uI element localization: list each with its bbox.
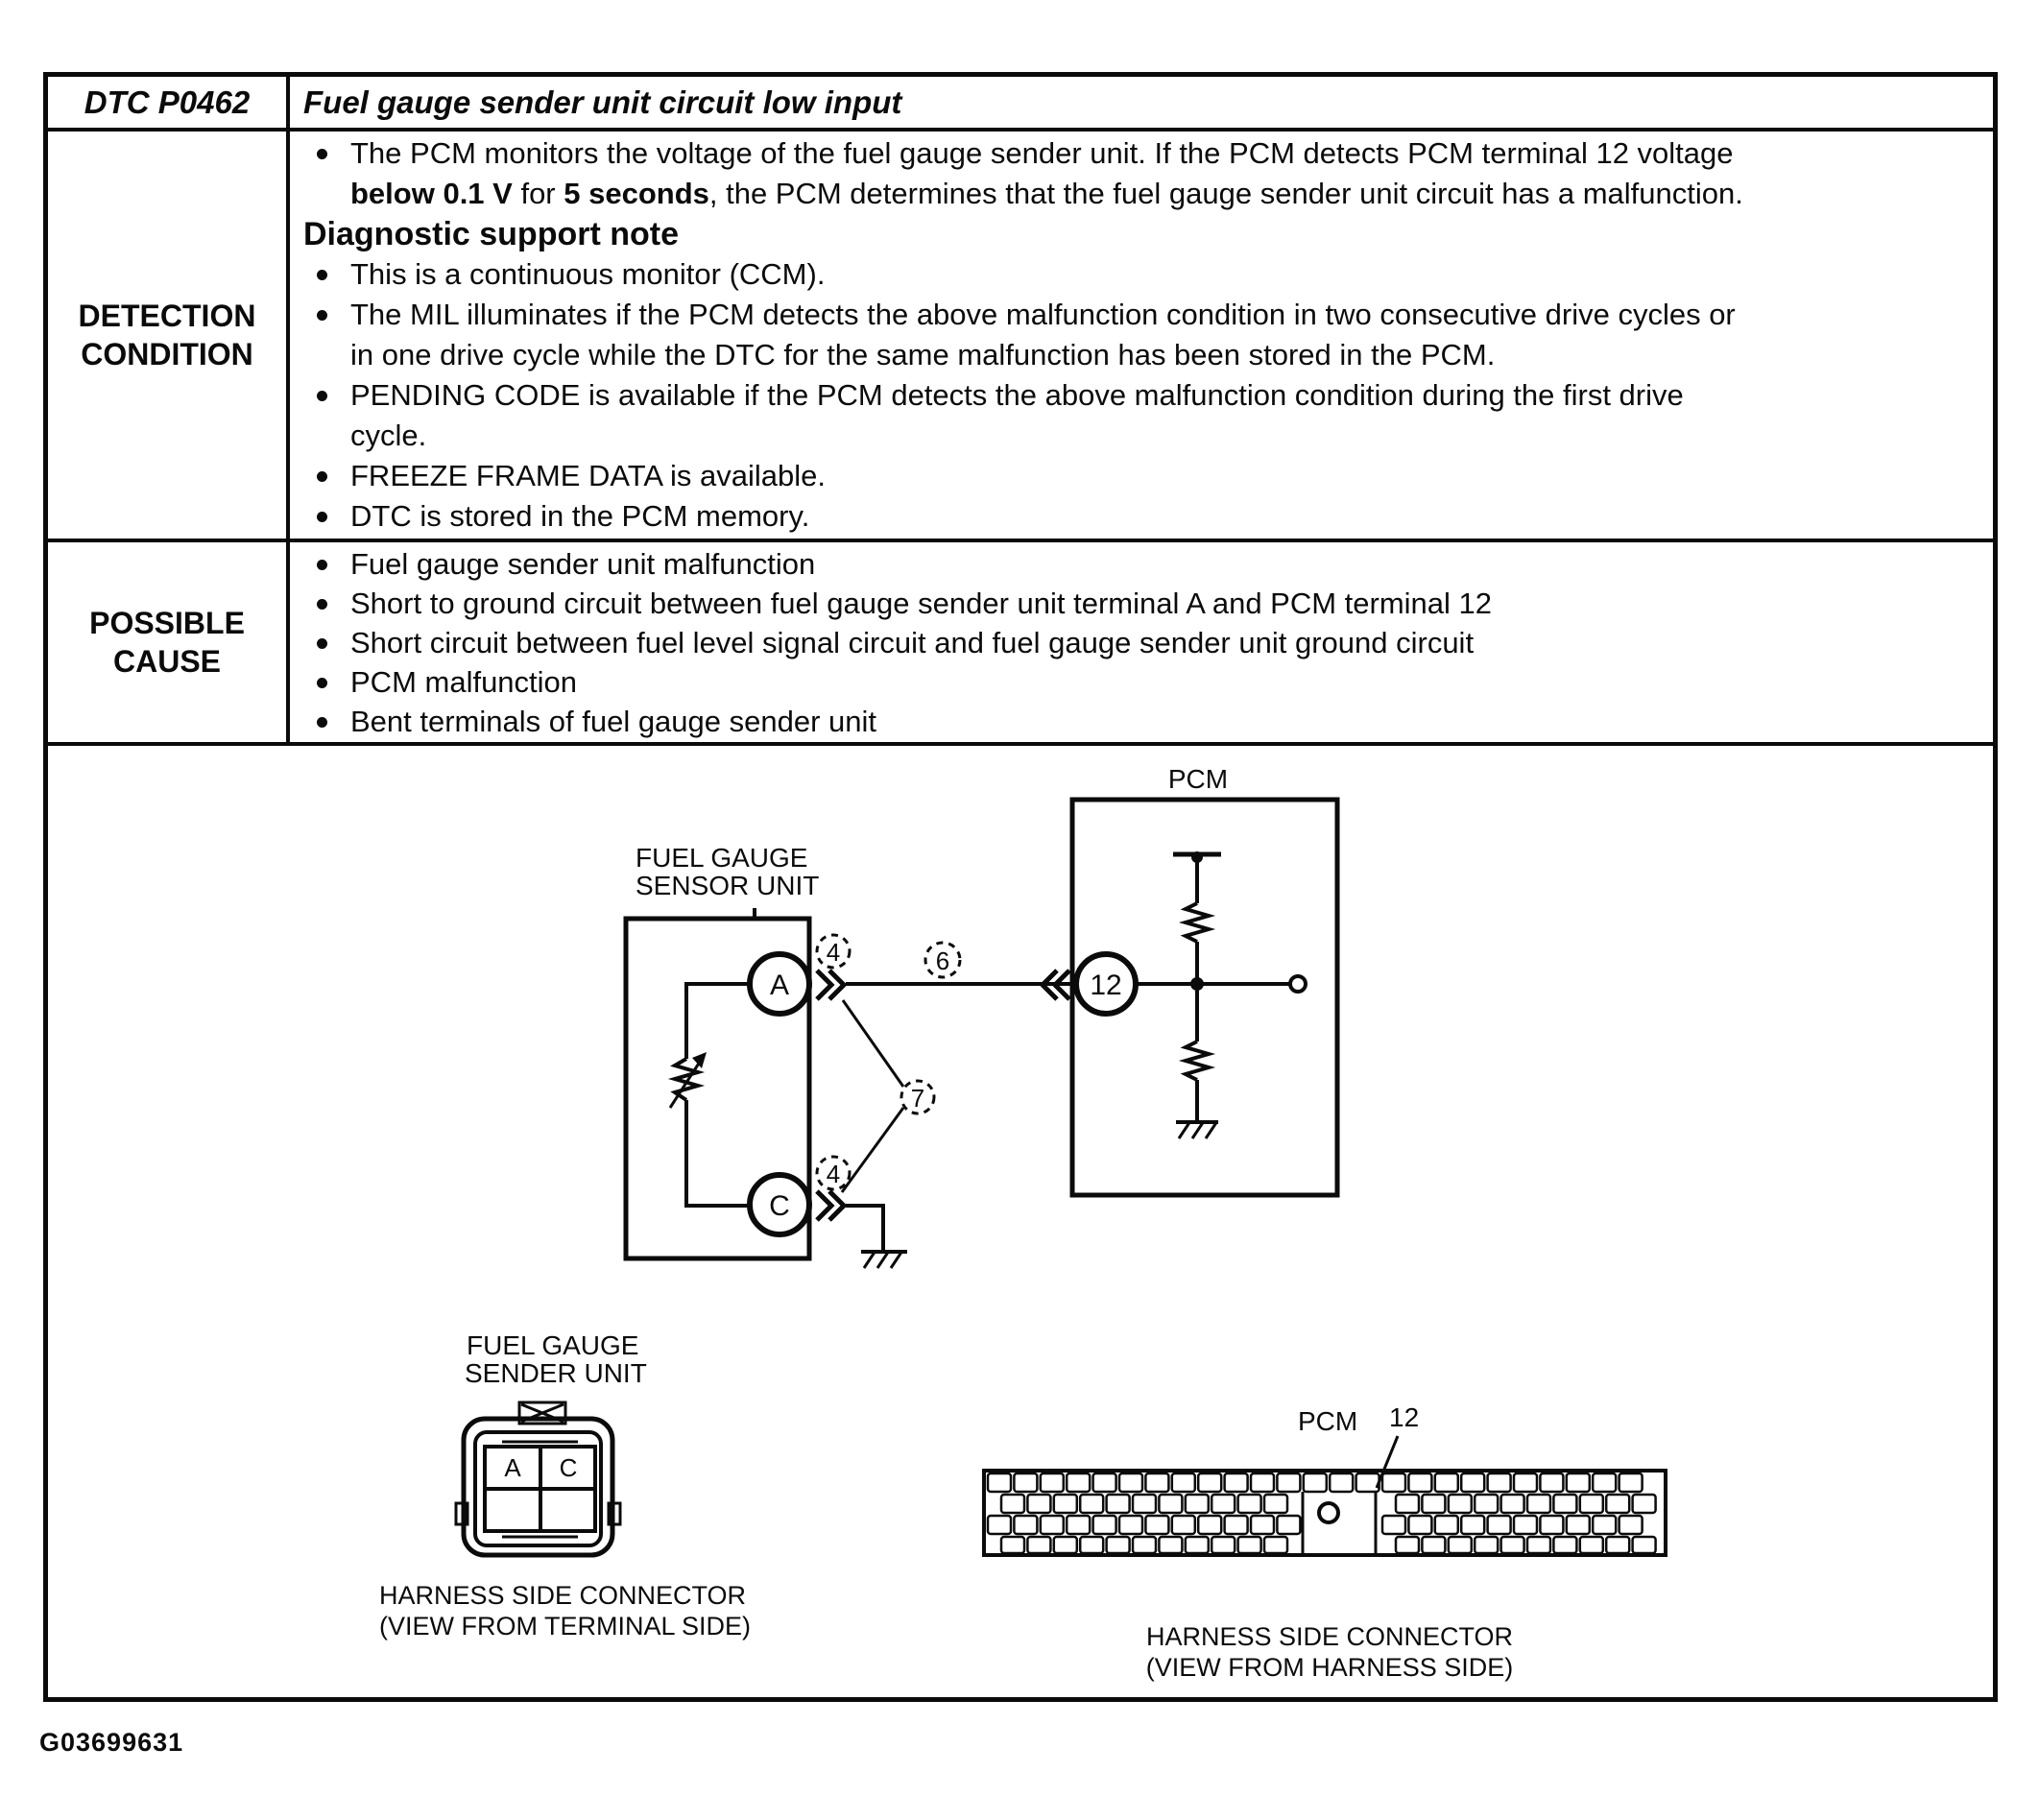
bullet-icon bbox=[317, 391, 327, 401]
figure-id: G03699631 bbox=[39, 1728, 184, 1757]
fuel-gauge-sensor-label-line2: SENSOR UNIT bbox=[636, 871, 820, 900]
dtc-header-row bbox=[48, 77, 1993, 132]
detection-condition-label: DETECTION CONDITION bbox=[48, 132, 290, 539]
wiring-diagram bbox=[48, 746, 1993, 1697]
bullet-icon bbox=[317, 717, 327, 728]
sensor-wire-a bbox=[686, 984, 750, 1059]
bullet-icon bbox=[317, 599, 327, 610]
detection-bullet-1-bold2: 5 seconds bbox=[564, 177, 709, 210]
connector-chevron-icon bbox=[817, 970, 831, 999]
list-item bbox=[303, 295, 1985, 375]
variable-resistor-arrowhead bbox=[692, 1052, 707, 1068]
possible-cause-label: POSSIBLE CAUSE bbox=[48, 542, 290, 742]
resistor-icon bbox=[1186, 903, 1209, 942]
harness-left-caption-line2: (VIEW FROM TERMINAL SIDE) bbox=[379, 1612, 752, 1640]
bullet-icon bbox=[317, 310, 327, 321]
resistor-icon bbox=[1186, 1042, 1209, 1080]
possible-cause-content bbox=[290, 542, 1993, 742]
bullet-icon bbox=[317, 512, 327, 522]
callout-6-label: 6 bbox=[935, 946, 950, 975]
detection-bullet-1-post: , the PCM determines that the fuel gauge sender unit circuit has a malfunction. bbox=[708, 177, 1743, 210]
harness-right-caption-line1: HARNESS SIDE CONNECTOR bbox=[1145, 1622, 1514, 1651]
possible-cause-row bbox=[48, 542, 1993, 746]
fuel-gauge-sensor-label-line1: FUEL GAUGE bbox=[636, 843, 808, 873]
detection-condition-content bbox=[290, 132, 1993, 539]
dtc-title: Fuel gauge sender unit circuit low input bbox=[303, 84, 902, 120]
terminal-a-label: A bbox=[769, 970, 790, 1001]
harness-right-caption-line2: (VIEW FROM HARNESS SIDE) bbox=[1145, 1653, 1514, 1682]
cause-bullet-2: Short to ground circuit between fuel gauge sender unit terminal A and PCM terminal 12 bbox=[350, 587, 1493, 620]
cause-bullet-1: Fuel gauge sender unit malfunction bbox=[350, 547, 816, 581]
detection-bullet-1-mid: for bbox=[512, 177, 564, 210]
list-item bbox=[303, 702, 1985, 741]
list-item bbox=[303, 496, 1985, 537]
connector-chevron-icon bbox=[817, 1191, 831, 1220]
detection-bullet-4-line2: cycle. bbox=[350, 419, 427, 452]
bullet-icon bbox=[317, 149, 327, 159]
sender-unit-label-line2: SENDER UNIT bbox=[465, 1358, 647, 1388]
callout-4c-label: 4 bbox=[826, 1160, 841, 1188]
list-item bbox=[303, 375, 1985, 456]
detection-bullet-2: This is a continuous monitor (CCM). bbox=[350, 257, 826, 291]
detection-bullet-6: DTC is stored in the PCM memory. bbox=[350, 499, 810, 533]
callout-7-leader bbox=[843, 1000, 903, 1087]
bullet-icon bbox=[317, 270, 327, 280]
wiring-diagram-row bbox=[48, 746, 1993, 1697]
detection-bullet-3-line2: in one drive cycle while the DTC for the same malfunction has been stored in the PCM. bbox=[350, 338, 1496, 371]
diagnostic-support-note-heading: Diagnostic support note bbox=[303, 216, 679, 252]
detection-bullet-4 bbox=[350, 375, 1985, 456]
detection-bullet-1 bbox=[350, 133, 1985, 214]
sender-pin-a-label: A bbox=[504, 1453, 521, 1482]
dtc-table bbox=[43, 72, 1998, 1702]
open-terminal-icon bbox=[1290, 976, 1306, 992]
cause-bullet-3: Short circuit between fuel level signal circuit and fuel gauge sender unit ground circuit bbox=[350, 626, 1475, 659]
detection-bullet-1-line1: The PCM monitors the voltage of the fuel gauge sender unit. If the PCM detects PCM terminal 12 voltage bbox=[350, 136, 1734, 170]
detection-bullet-3 bbox=[350, 295, 1985, 375]
bullet-icon bbox=[317, 678, 327, 688]
ground-icon bbox=[861, 1251, 907, 1268]
callout-4a-label: 4 bbox=[826, 938, 841, 967]
list-item bbox=[303, 623, 1985, 662]
list-item bbox=[303, 254, 1985, 295]
callout-7-label: 7 bbox=[910, 1084, 925, 1113]
detection-bullet-5: FREEZE FRAME DATA is available. bbox=[350, 459, 826, 492]
list-item bbox=[303, 662, 1985, 702]
dtc-code: DTC P0462 bbox=[48, 77, 290, 128]
detection-bullet-4-line1: PENDING CODE is available if the PCM detects the above malfunction condition during the first drive bbox=[350, 378, 1684, 412]
detection-bullet-3-line1: The MIL illuminates if the PCM detects the above malfunction condition in two consecutive drive cycles or bbox=[350, 298, 1736, 331]
pcm-pin-12-label: 12 bbox=[1389, 1402, 1420, 1432]
bullet-icon bbox=[317, 471, 327, 482]
pcm-box-label: PCM bbox=[1167, 764, 1229, 794]
bullet-icon bbox=[317, 560, 327, 570]
ground-wire bbox=[846, 1206, 883, 1251]
ground-icon bbox=[1176, 1121, 1218, 1138]
harness-left-caption-line1: HARNESS SIDE CONNECTOR bbox=[379, 1581, 747, 1610]
detection-condition-row bbox=[48, 132, 1993, 542]
pin-12-marker-icon bbox=[1319, 1503, 1338, 1522]
terminal-c-label: C bbox=[769, 1190, 790, 1222]
cause-bullet-4: PCM malfunction bbox=[350, 665, 578, 699]
cause-bullet-5: Bent terminals of fuel gauge sender unit bbox=[350, 705, 877, 738]
terminal-12-label: 12 bbox=[1090, 970, 1122, 1001]
list-item bbox=[303, 584, 1985, 623]
sender-unit-label-line1: FUEL GAUGE bbox=[467, 1330, 639, 1360]
sensor-wire-c bbox=[686, 1100, 750, 1206]
detection-bullet-1-bold1: below 0.1 V bbox=[350, 177, 513, 210]
sender-pin-c-label: C bbox=[559, 1453, 578, 1482]
list-item bbox=[303, 133, 1985, 214]
pcm-connector-cells bbox=[988, 1473, 1656, 1553]
callout-7-leader bbox=[842, 1108, 903, 1192]
list-item bbox=[303, 544, 1985, 584]
bullet-icon bbox=[317, 638, 327, 649]
list-item bbox=[303, 456, 1985, 496]
pcm-connector-label: PCM bbox=[1298, 1406, 1358, 1436]
